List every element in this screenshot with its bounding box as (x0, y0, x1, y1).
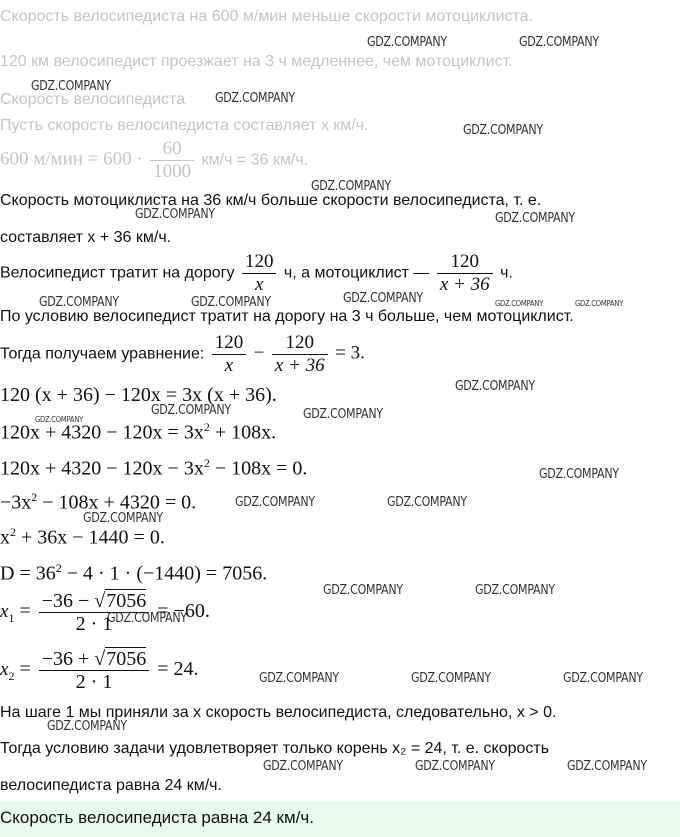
watermark: GDZ.COMPANY (39, 295, 119, 310)
equation-5 (0, 525, 165, 550)
e6-a: D = 36 (0, 562, 56, 585)
s5-minus: − (253, 342, 265, 364)
watermark: GDZ.COMPANY (259, 671, 339, 686)
equation-3 (0, 456, 307, 481)
e2-a: 120x + 4320 − 120x = 3x (0, 421, 204, 444)
x2-sub: 2 (8, 669, 15, 684)
x2-fraction (39, 648, 150, 693)
s3-fraction-1 (242, 251, 277, 296)
watermark: GDZ.COMPANY (495, 299, 544, 308)
x1-sub: 1 (8, 611, 15, 626)
exponent: 2 (55, 561, 62, 575)
watermark: GDZ.COMPANY (567, 759, 647, 774)
s5-fraction-2 (272, 332, 328, 377)
solution-line-3 (0, 251, 513, 296)
answer-text: Скорость велосипедиста равна 24 км/ч. (0, 808, 314, 827)
s3-text-b: ч, а мотоциклист — (283, 264, 430, 282)
faded-line-5-fraction (150, 138, 194, 183)
faded-line-3: Скорость велосипедиста (0, 91, 186, 108)
faded-line-5 (0, 138, 308, 183)
solution-line-1: Скорость мотоциклиста на 36 км/ч больше скорости велосипедиста, т. е. (0, 192, 542, 209)
fraction-numerator: 120 (212, 332, 247, 355)
exponent: 2 (203, 456, 210, 470)
watermark: GDZ.COMPANY (191, 295, 271, 310)
fraction-denominator: 2 · 1 (75, 613, 113, 635)
e6-b: − 4 · 1 · (−1440) = 7056. (61, 562, 268, 585)
conclusion-line-3: велосипедиста равна 24 км/ч. (0, 777, 222, 794)
faded-line-2: 120 км велосипедист проезжает на 3 ч медленнее, чем мотоциклист. (0, 53, 513, 70)
watermark: GDZ.COMPANY (47, 719, 127, 734)
faded-line-4: Пусть скорость велосипедиста составляет x км/ч. (0, 117, 369, 134)
watermark: GDZ.COMPANY (415, 759, 495, 774)
watermark: GDZ.COMPANY (35, 415, 84, 424)
watermark: GDZ.COMPANY (475, 583, 555, 598)
fraction-numerator: 120 (242, 251, 277, 274)
e2-b: + 108x. (209, 421, 277, 444)
watermark: GDZ.COMPANY (235, 495, 315, 510)
fraction-denominator: 1000 (153, 161, 192, 182)
x1-num-b: 7056 (106, 590, 147, 612)
e5-b: + 36x − 1440 = 0. (16, 526, 165, 549)
s3-text-c: ч. (500, 264, 513, 282)
fraction-numerator (39, 590, 150, 613)
e5-a: x (0, 526, 10, 549)
x2-num-a: −36 + (41, 648, 90, 670)
watermark: GDZ.COMPANY (151, 403, 231, 418)
fraction-denominator: x + 36 (439, 274, 490, 295)
x1-lhs: x (0, 601, 9, 623)
watermark: GDZ.COMPANY (539, 467, 619, 482)
watermark: GDZ.COMPANY (135, 207, 215, 222)
exponent: 2 (31, 490, 38, 504)
e4-a: −3x (0, 491, 32, 514)
watermark: GDZ.COMPANY (343, 291, 423, 306)
x1-num-a: −36 − (41, 590, 90, 612)
s3-fraction-2 (437, 251, 493, 296)
fraction-denominator: x (224, 355, 234, 376)
watermark: GDZ.COMPANY (263, 759, 343, 774)
root-x2 (0, 648, 199, 693)
x1-rhs: = −60. (157, 600, 210, 623)
fraction-numerator: 120 (272, 332, 328, 355)
watermark: GDZ.COMPANY (387, 495, 467, 510)
x2-lhs: x (0, 659, 9, 681)
e3-a: 120x + 4320 − 120x − 3x (0, 457, 204, 480)
watermark: GDZ.COMPANY (563, 671, 643, 686)
solution-line-4: По условию велосипедист тратит на дорогу на 3 ч больше, чем мотоциклист. (0, 308, 574, 325)
watermark: GDZ.COMPANY (215, 91, 295, 106)
faded-line-5-right: км/ч = 36 км/ч. (201, 151, 309, 169)
equation-1: 120 (x + 36) − 120x = 3x (x + 36). (0, 384, 277, 406)
watermark: GDZ.COMPANY (303, 407, 383, 422)
watermark: GDZ.COMPANY (411, 671, 491, 686)
fraction-numerator: 120 (437, 251, 493, 274)
watermark: GDZ.COMPANY (367, 35, 447, 50)
watermark: GDZ.COMPANY (83, 511, 163, 526)
conclusion-line-1: На шаге 1 мы приняли за x скорость велосипедиста, следовательно, x > 0. (0, 704, 557, 721)
sqrt-sign: √ (94, 590, 106, 612)
exponent: 2 (10, 525, 16, 539)
equals: = (19, 658, 31, 681)
watermark: GDZ.COMPANY (575, 299, 624, 308)
fraction-numerator: 60 (150, 138, 194, 161)
s5-text-b: = 3. (335, 342, 365, 364)
solution-line-5 (0, 332, 365, 377)
fraction-numerator (39, 648, 150, 671)
s3-text-a: Велосипедист тратит на дорогу (0, 264, 235, 282)
sqrt-sign: √ (94, 648, 106, 670)
fraction-denominator: x (255, 274, 264, 295)
watermark: GDZ.COMPANY (31, 79, 111, 94)
equation-6 (0, 561, 267, 586)
watermark: GDZ.COMPANY (323, 583, 403, 598)
watermark: GDZ.COMPANY (495, 211, 575, 226)
x2-num-b: 7056 (106, 648, 147, 670)
fraction-denominator: x + 36 (274, 355, 325, 376)
faded-line-5-left: 600 м/мин = 600 · (0, 148, 143, 170)
conclusion-line-2: Тогда условию задачи удовлетворяет только корень x₂ = 24, т. е. скорость (0, 740, 550, 757)
watermark: GDZ.COMPANY (311, 179, 391, 194)
watermark: GDZ.COMPANY (519, 35, 599, 50)
e4-b: − 108x + 4320 = 0. (37, 491, 197, 514)
watermark: GDZ.COMPANY (463, 123, 543, 138)
e3-b: − 108x = 0. (209, 457, 308, 480)
solution-line-2: составляет x + 36 км/ч. (0, 229, 172, 246)
fraction-denominator: 2 · 1 (75, 671, 113, 693)
exponent: 2 (203, 420, 210, 434)
watermark: GDZ.COMPANY (107, 611, 187, 626)
s5-text-a: Тогда получаем уравнение: (0, 345, 205, 363)
watermark: GDZ.COMPANY (455, 379, 535, 394)
s5-fraction-1 (212, 332, 247, 377)
equals: = (19, 600, 31, 623)
faded-line-1: Скорость велосипедиста на 600 м/мин меньше скорости мотоциклиста. (0, 8, 534, 25)
x2-rhs: = 24. (157, 658, 199, 681)
